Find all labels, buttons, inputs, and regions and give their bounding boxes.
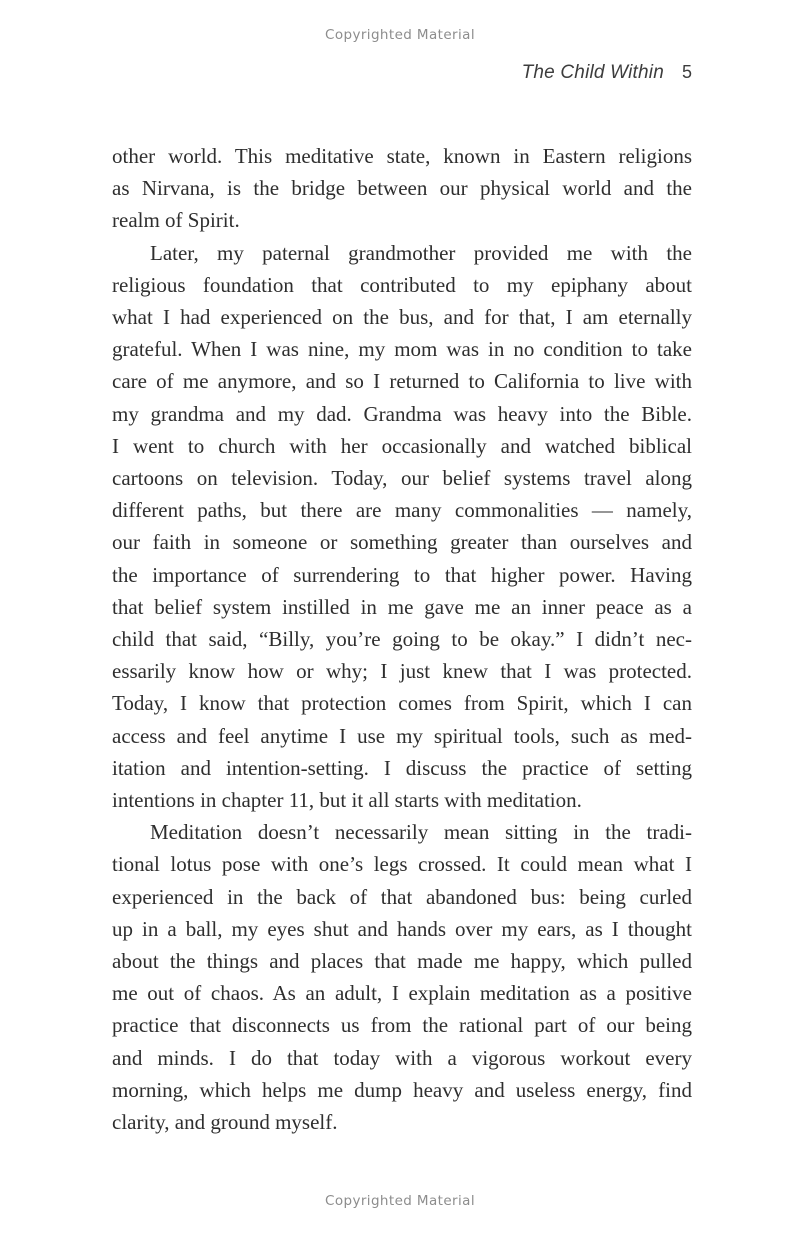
text-line: clarity, and ground myself. [112, 1110, 338, 1135]
text-line: Later, my paternal grandmother provided me with the [150, 240, 692, 265]
text-line: my grandma and my dad. Grandma was heavy into the Bible. [112, 401, 692, 426]
text-line: access and feel anytime I use my spiritual tools, such as med- [112, 723, 692, 748]
text-line: what I had experienced on the bus, and for that, I am eternally [112, 305, 692, 330]
text-line: me out of chaos. As an adult, I explain meditation as a positive [112, 981, 692, 1006]
text-line: itation and intention-setting. I discuss the practice of setting [112, 755, 692, 780]
text-line: the importance of surrendering to that higher power. Having [112, 562, 692, 587]
text-line: different paths, but there are many commonalities — namely, [112, 498, 692, 523]
text-line: religious foundation that contributed to my epiphany about [112, 272, 692, 297]
copyright-notice-top: Copyrighted Material [325, 27, 475, 43]
text-line: essarily know how or why; I just knew that I was protected. [112, 659, 692, 684]
text-line: about the things and places that made me happy, which pulled [112, 949, 692, 974]
text-line: and minds. I do that today with a vigorous workout every [112, 1045, 692, 1070]
text-line: tional lotus pose with one’s legs crossed. It could mean what I [112, 852, 692, 877]
copyright-notice-bottom: Copyrighted Material [325, 1193, 475, 1209]
text-line: Today, I know that protection comes from Spirit, which I can [112, 691, 692, 716]
text-line: grateful. When I was nine, my mom was in no condition to take [112, 337, 692, 362]
text-line: that belief system instilled in me gave me an inner peace as a [112, 594, 692, 619]
text-line: other world. This meditative state, known in Eastern religions [112, 144, 692, 168]
chapter-title: The Child Within [521, 62, 664, 83]
text-line: care of me anymore, and so I returned to California to live with [112, 369, 692, 394]
text-line: realm of Spirit. [112, 208, 240, 233]
body-text [112, 140, 692, 1138]
text-line: I went to church with her occasionally and watched biblical [112, 433, 692, 458]
running-header [522, 62, 692, 84]
text-line: cartoons on television. Today, our belief systems travel along [112, 466, 692, 491]
text-line: morning, which helps me dump heavy and useless energy, find [112, 1077, 692, 1102]
page-number: 5 [681, 62, 692, 82]
text-line: intentions in chapter 11, but it all starts with meditation. [112, 788, 582, 813]
text-line: up in a ball, my eyes shut and hands over my ears, as I thought [112, 916, 692, 941]
text-line: Meditation doesn’t necessarily mean sitting in the tradi- [150, 820, 692, 845]
text-line: experienced in the back of that abandoned bus: being curled [112, 884, 692, 909]
text-line: as Nirvana, is the bridge between our physical world and the [112, 176, 692, 201]
text-line: our faith in someone or something greater than ourselves and [112, 530, 692, 555]
text-line: child that said, “Billy, you’re going to be okay.” I didn’t nec- [112, 627, 692, 652]
text-line: practice that disconnects us from the rational part of our being [112, 1013, 692, 1038]
